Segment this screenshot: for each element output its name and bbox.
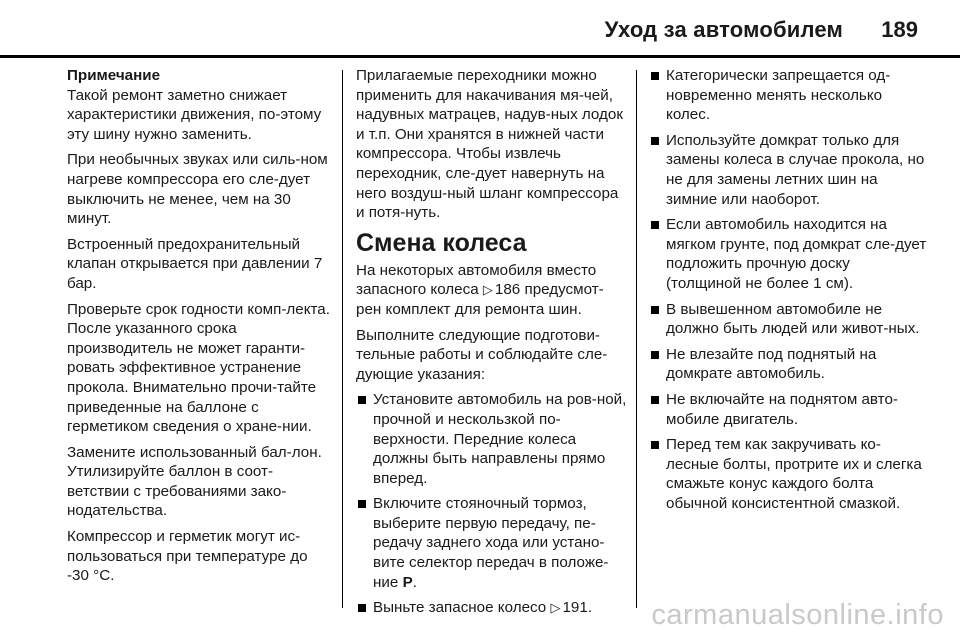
page-number: 189	[881, 17, 918, 42]
list-item: Не влезайте под поднятый на домкрате автомобиль.	[649, 345, 928, 384]
column-divider	[636, 70, 637, 608]
watermark: carmanualsonline.info	[651, 599, 944, 631]
column-divider	[342, 70, 343, 608]
header-rule	[0, 55, 960, 58]
paragraph: Компрессор и герметик могут ис-пользоваться при температуре до -30 °C.	[67, 528, 308, 585]
column-right	[649, 66, 928, 519]
list-item: Категорически запрещается од-новременно менять несколько колес.	[649, 66, 928, 125]
column-middle	[356, 66, 628, 624]
list-item: Перед тем как закручивать ко-лесные болты, протрите их и слегка смажьте конус каждого болта обычной консистентной смазкой.	[649, 435, 928, 513]
page-header	[0, 0, 960, 58]
list-item	[356, 598, 628, 618]
page-reference[interactable]: 191	[562, 599, 588, 617]
list-item: Установите автомобиль на ров-ной, прочной и нескользкой по-верхности. Передние колеса должны быть направлены прямо вперед.	[356, 390, 628, 488]
page-reference-icon: ▷	[482, 282, 493, 298]
paragraph: Замените использованный бал-лон. Утилизируйте баллон в соот-ветствии с требованиями зако-нодательства.	[67, 443, 322, 520]
bullet-list	[649, 66, 928, 513]
page-reference[interactable]: 186	[494, 281, 521, 299]
paragraph: Проверьте срок годности комп-лекта. После указанного срока производитель не может гаранти-ровать эффективное устранение прокола. Внимательно прочи-тайте приведенные на баллоне с герметиком сведения о хране-нии.	[67, 300, 330, 436]
paragraph: Выполните следующие подготови-тельные работы и соблюдайте сле-дующие указания:	[356, 326, 608, 383]
paragraph	[356, 261, 628, 320]
paragraph: Такой ремонт заметно снижает характеристики движения, по-этому эту шину нужно заменить.	[67, 86, 322, 143]
paragraph: Прилагаемые переходники можно применить для накачивания мя-чей, надувных матрацев, надув-ных лодок и т.п. Они хранятся в нижней части компрессора. Чтобы извлечь переходник, сле-дует навернуть на него воздуш-ный шланг компрессора и потя-нуть.	[356, 67, 623, 222]
page-reference-icon: ▷	[550, 600, 561, 616]
list-item: В вывешенном автомобиле не должно быть людей или живот-ных.	[649, 300, 928, 339]
text: На некоторых автомобиля вместо запасного колеса	[356, 261, 597, 299]
text: .	[412, 573, 417, 591]
note-title: Примечание	[67, 67, 161, 84]
text: предусмот-рен комплект для ремонта шин.	[356, 281, 604, 318]
bullet-list	[356, 390, 628, 618]
paragraph: При необычных звуках или силь-ном нагреве компрессора его сле-дует выключить не менее, чем на 30 минут.	[67, 151, 328, 228]
text: Включите стояночный тормоз, выберите первую передачу, пе-редачу заднего хода или устано-вите селектор передач в положе-ние	[373, 495, 609, 591]
list-item: Если автомобиль находится на мягком грунте, под домкрат сле-дует подложить прочную доску (толщиной не более 1 см).	[649, 215, 928, 293]
column-left	[67, 66, 333, 592]
list-item: Используйте домкрат только для замены колеса в случае прокола, но не для замены летних шин на зимние или наоборот.	[649, 131, 928, 209]
section-heading: Смена колеса	[356, 228, 527, 257]
list-item: Не включайте на поднятом авто-мобиле двигатель.	[649, 390, 928, 429]
paragraph: Встроенный предохранительный клапан открывается при давлении 7 бар.	[67, 235, 323, 292]
text: .	[587, 599, 593, 617]
gear-position: P	[402, 573, 413, 591]
text: Выньте запасное колесо	[373, 599, 547, 617]
list-item	[356, 494, 628, 592]
section-title: Уход за автомобилем	[604, 17, 843, 42]
